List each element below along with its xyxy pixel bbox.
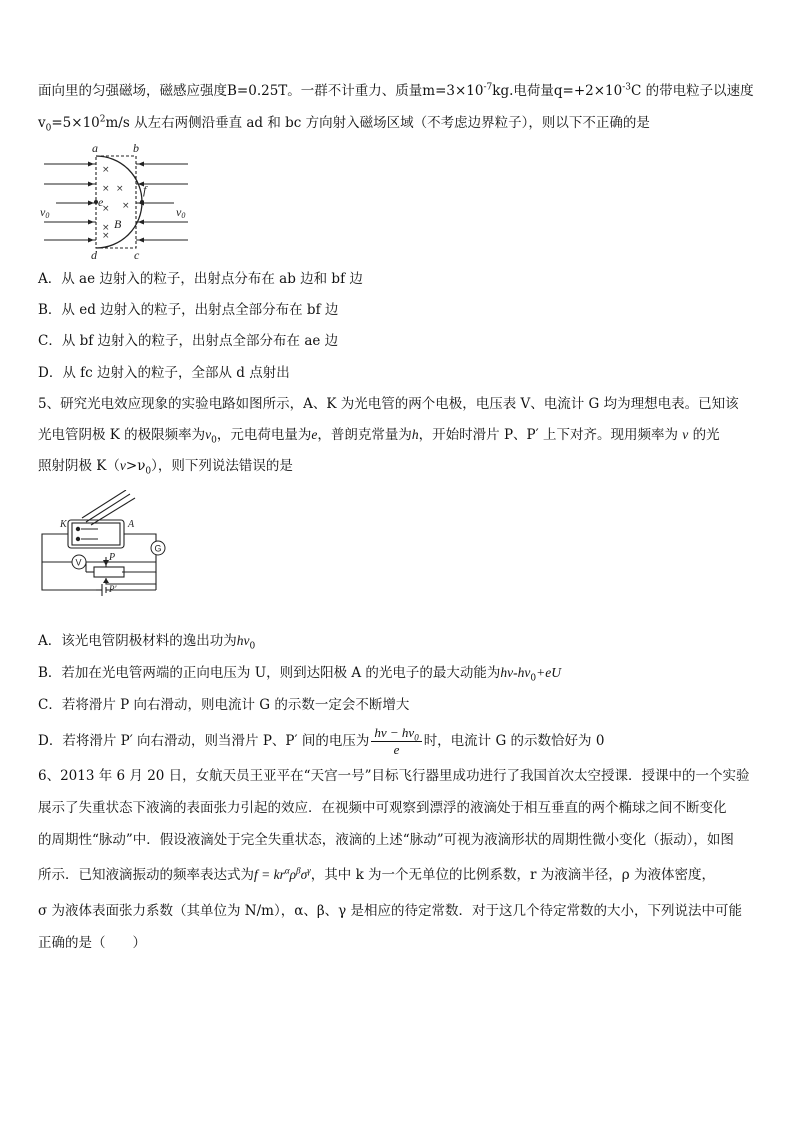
q6-stem-line4: 所示．已知液滴振动的频率表达式为$f = kr^\alpha\rho^\beta\sigma^\gamma$，其中 k 为一个无单位的比例系数，r 为液滴半径，ρ 为液体密度， — [38, 865, 716, 883]
point-b-label: b — [133, 142, 139, 155]
point-a-label: a — [92, 142, 98, 155]
photoelectric-circuit-figure — [36, 490, 176, 612]
q4-intro-line2: $v_0=5\times 10^2m/s$ 从左右两侧沿垂直 ad 和 bc 方向射入磁场区域（不考虑边界粒子），则以下不正确的是 — [38, 114, 650, 134]
q6-stem-line5: σ 为液体表面张力系数（其单位为 N/m），α、β、γ 是相应的待定常数．对于这几个待定常数的大小，下列说法中可能 — [38, 903, 742, 919]
q4-option-c: C．从 bf 边射入的粒子，出射点全部分布在 ae 边 — [38, 333, 339, 349]
q5-stem-line1: 5、研究光电效应现象的实验电路如图所示，A、K 为光电管的两个电极，电压表 V、电流计 G 均为理想电表。已知该 — [38, 396, 739, 412]
q6-stem-line6: 正确的是（ ） — [38, 935, 146, 951]
point-d-label: d — [91, 248, 97, 260]
q4-intro-line1: 面向里的匀强磁场，磁感应强度B=0.25T。一群不计重力、质量$m=3\times 10^{-7}kg$.电荷量$q=+2\times 10^{-3}C$ 的带电粒子以速度 — [38, 82, 754, 99]
q5-stem-line2: 光电管阴极 K 的极限频率为$\nu_0$，元电荷电量为e，普朗克常量为h，开始时滑片 P、P′ 上下对齐。现用频率为 ν 的光 — [38, 427, 720, 446]
point-e-label: e — [98, 195, 104, 209]
svg-text:×: × — [102, 165, 110, 175]
q5-option-b: B．若加在光电管两端的正向电压为 U，则到达阳极 A 的光电子的最大动能为$h\nu-h\nu_0+eU$ — [38, 665, 561, 684]
v0-left-label: v0 — [40, 205, 50, 220]
svg-text:×: × — [102, 223, 110, 233]
point-c-label: c — [134, 248, 140, 260]
q6-stem-line1: 6、2013 年 6 月 20 日，女航天员王亚平在“天宫一号”目标飞行器里成功进行了我国首次太空授课．授课中的一个实验 — [38, 768, 750, 784]
q6-stem-line3: 的周期性“脉动”中．假设液滴处于完全失重状态，液滴的上述“脉动”可视为液滴形状的周期性微小变化（振动），如图 — [38, 832, 734, 848]
q5-stem-line3: 照射阴极 $K(\nu>\nu_0)$，则下列说法错误的是 — [38, 458, 293, 477]
svg-text:×: × — [102, 204, 110, 214]
point-f-label: f — [143, 183, 147, 197]
q6-stem-line2: 展示了失重状态下液滴的表面张力引起的效应．在视频中可观察到漂浮的液滴处于相互垂直的两个椭球之间不断变化 — [38, 800, 727, 816]
q5-optD-fraction: $\frac{h\nu - h\nu_0}{e}$ — [371, 725, 421, 758]
frequency-formula: $f = kr^\alpha\rho^\beta\sigma^\gamma$ — [254, 865, 311, 882]
slider-P-label: P — [109, 552, 116, 563]
voltmeter-V-label: V — [75, 557, 82, 568]
q5-option-a: A．该光电管阴极材料的逸出功为$h\nu_0$ — [38, 633, 256, 652]
svg-text:×: × — [102, 231, 110, 241]
cathode-K-label: K — [60, 519, 67, 530]
q4-option-d: D．从 fc 边射入的粒子，全部从 d 点射出 — [38, 365, 290, 381]
q4-option-b: B．从 ed 边射入的粒子，出射点全部分布在 bf 边 — [38, 302, 339, 318]
galvanometer-G-label: G — [154, 543, 162, 554]
q5-option-c: C．若将滑片 P 向右滑动，则电流计 G 的示数一定会不断增大 — [38, 697, 410, 713]
anode-A-label: A — [128, 519, 135, 530]
svg-text:×: × — [122, 201, 130, 211]
v0-right-label: v0 — [176, 205, 186, 220]
slider-P2-label: P′ — [109, 584, 117, 594]
svg-text:×: × — [116, 184, 124, 194]
q5-option-d: D．若将滑片 P′ 向右滑动，则当滑片 P、P′ 间的电压为 $\frac{h\nu - h\nu_0}{e}$ 时，电流计 G 的示数恰好为 0 — [38, 725, 605, 757]
field-B-label: B — [114, 217, 122, 231]
q4-option-a: A．从 ae 边射入的粒子，出射点分布在 ab 边和 bf 边 — [38, 271, 363, 287]
svg-text:×: × — [102, 184, 110, 194]
magnetic-field-figure — [38, 142, 198, 260]
